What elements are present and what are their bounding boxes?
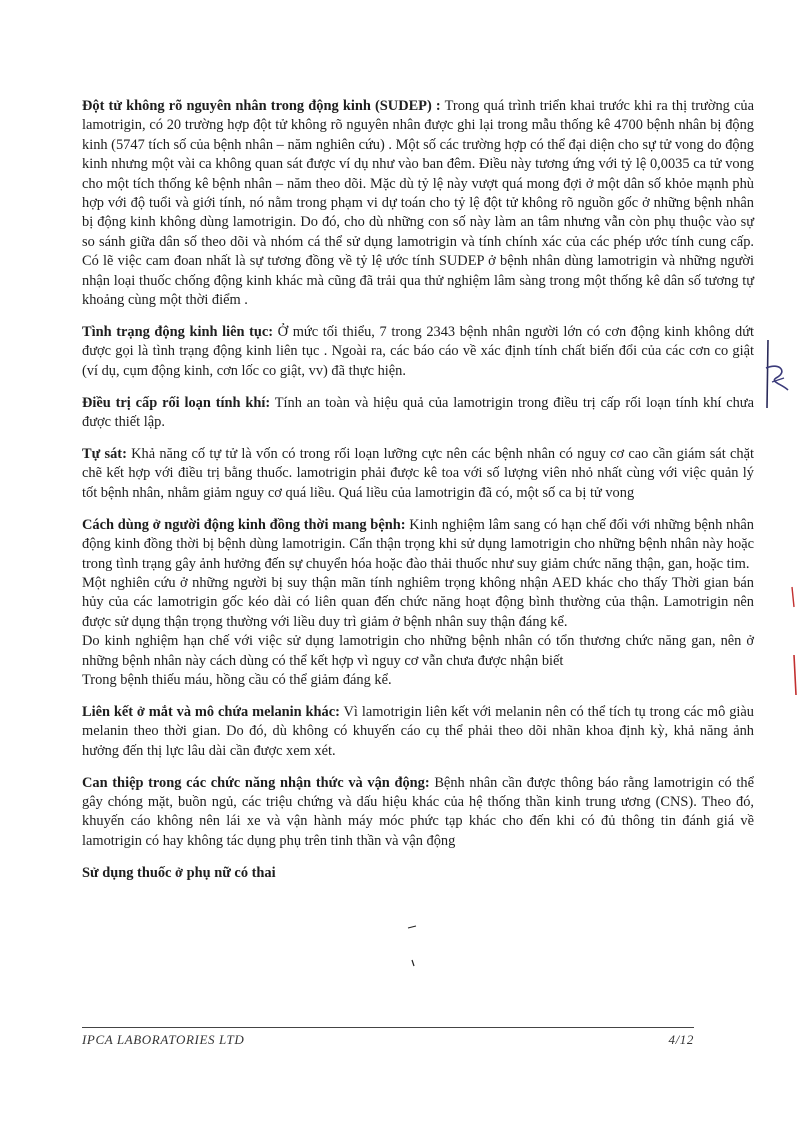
footer-divider [82,1027,694,1028]
section-heading: Liên kết ở mắt và mô chứa melanin khác: [82,703,340,720]
footer-company: IPCA LABORATORIES LTD [82,1032,245,1047]
section-text: Kinh nghiệm lâm sang có hạn chế đối với những bệnh nhân động kinh đồng thời bị bệnh dùng lamotrigin. Cẩn thận trọng khi sử dụng lamotrigin cho những bệnh nhân này hoặc trong tình trạng gây ảnh hưởng đến sự chuyển hóa hoặc đào thải thuốc như suy giảm chức năng thận, gan, hoặc tim. [82,516,754,572]
paragraph-renal [82,574,754,632]
section-concomitant-illness [82,516,754,574]
footer-page-number: 4/12 [668,1032,694,1047]
section-heading: Cách dùng ở người động kinh đồng thời mang bệnh: [82,516,406,533]
section-text: Tính an toàn và hiệu quả của lamotrigin trong điều trị cấp rối loạn tính khí chưa được thiết lập. [82,394,754,431]
section-pregnancy [82,864,754,883]
section-heading: Can thiệp trong các chức năng nhận thức và vận động: [82,774,430,791]
section-text: Ở mức tối thiểu, 7 trong 2343 bệnh nhân người lớn có cơn động kinh không dứt được gọi là tình trạng động kinh liên tục . Ngoài ra, các báo cáo về xác định tính chất biến đổi của các cơn co giật (ví dụ, cụm động kinh, cơn lốc co giật, vv) đã thực hiện. [82,323,754,379]
section-heading: Sử dụng thuốc ở phụ nữ có thai [82,864,276,881]
document-body [82,97,754,896]
handwritten-margin-mark-icon [758,338,792,410]
section-cognitive-motor [82,774,754,852]
section-status-epilepticus [82,323,754,381]
paragraph-anemia [82,671,754,690]
section-heading: Tình trạng động kinh liên tục: [82,323,274,340]
paragraph-text: Do kinh nghiệm hạn chế với việc sử dụng lamotrigin cho những bệnh nhân có tổn thương chức năng gan, nên ở những bệnh nhân này cách dùng có thể kết hợp vì nguy cơ vẫn chưa được nhận biết [82,633,754,669]
section-text: Vì lamotrigin liên kết với melanin nên có thể tích tụ trong các mô giàu melanin theo thời gian. Do đó, dù không có khuyến cáo cụ thể phải theo dõi nhãn khoa định kỳ, khả năng ảnh hưởng đến thị lực lâu dài cần được xem xét. [82,703,754,759]
section-sudep [82,97,754,310]
scan-speck-icon [786,585,798,705]
pen-stroke-icon [406,918,420,968]
section-text: Bệnh nhân cần được thông báo rằng lamotrigin có thể gây chóng mặt, buồn ngủ, các triệu chứng và dấu hiệu khác của hệ thống thần kinh trung ương (CNS). Theo đó, khuyến cáo không nên lái xe và vận hành máy móc phức tạp khác cho đến khi có đủ thông tin đánh giá về lamotrigin có hay không tác dụng phụ trên tinh thần và vận động [82,774,754,849]
section-text: Trong quá trình triển khai trước khi ra thị trường của lamotrigin, có 20 trường hợp đột tử không rõ nguyên nhân được ghi lại trong mẫu thống kê 4700 bệnh nhân bị động kinh (5747 tích số của bệnh nhân – năm nghiên cứu) . Một số các trường hợp có thể đại diện cho sự tử vong do động kinh nhưng một vài ca không quan sát được ví dụ như vào ban đêm. Điều này tương ứng với tỷ lệ 0,0035 ca tử vong cho một tích thống kê bệnh nhân – năm theo dõi. Mặc dù tỷ lệ này vượt quá mong đợi ở một dân số khỏe mạnh phù hợp với độ tuổi và giới tính, nó nằm trong phạm vi dự toán cho tỷ lệ đột tử không rõ nguồn gốc ở những bệnh nhân bị động kinh không dùng lamotrigin. Do đó, cho dù những con số này làm an tâm nhưng vẫn còn phụ thuộc vào sự so sánh giữa dân số theo dõi và nhóm cá thể sử dụng lamotrigin và tính chính xác của các phép ước tính cung cấp. Có lẽ việc cam đoan nhất là sự tương đồng về tỷ lệ ước tính SUDEP ở bệnh nhân dùng lamotrigin và những người nhận loại thuốc chống động kinh khác mà cũng đã trải qua thử nghiệm lâm sàng trong một thống kê dân số tương tự khoảng cùng một thời điểm . [82,98,754,309]
paragraph-text: Trong bệnh thiếu máu, hồng cầu có thể giảm đáng kể. [82,671,392,688]
section-melanin [82,703,754,761]
section-heading: Tự sát: [82,446,127,462]
paragraph-hepatic [82,632,754,671]
section-text: Khả năng cố tự tử là vốn có trong rối loạn lưỡng cực nên các bệnh nhân có nguy cơ cao cần giám sát chặt chẽ kết hợp với điều trị bằng thuốc. lamotrigin phải được kê toa với số lượng viên nhỏ nhất cùng với việc quản lý tốt bệnh nhân, nhằm giảm nguy cơ quá liều. Quá liều của lamotrigin đã có, một số ca bị tử vong [82,446,754,501]
paragraph-text: Một nghiên cứu ở những người bị suy thận mãn tính nghiêm trọng không nhận AED khác cho thấy Thời gian bán hủy của các lamotrigin gốc kéo dài có liên quan đến chức năng hoạt động bình thường của thận. Lamotrigin nên được sử dụng thận trọng thường với liều duy trì giảm ở bệnh nhân suy thận đáng kể. [82,574,754,630]
section-acute-mood-disorder [82,394,754,433]
section-suicide [82,445,754,503]
section-heading: Điều trị cấp rối loạn tính khí: [82,394,271,411]
section-heading: Đột tử không rõ nguyên nhân trong động kinh (SUDEP) : [82,98,441,114]
